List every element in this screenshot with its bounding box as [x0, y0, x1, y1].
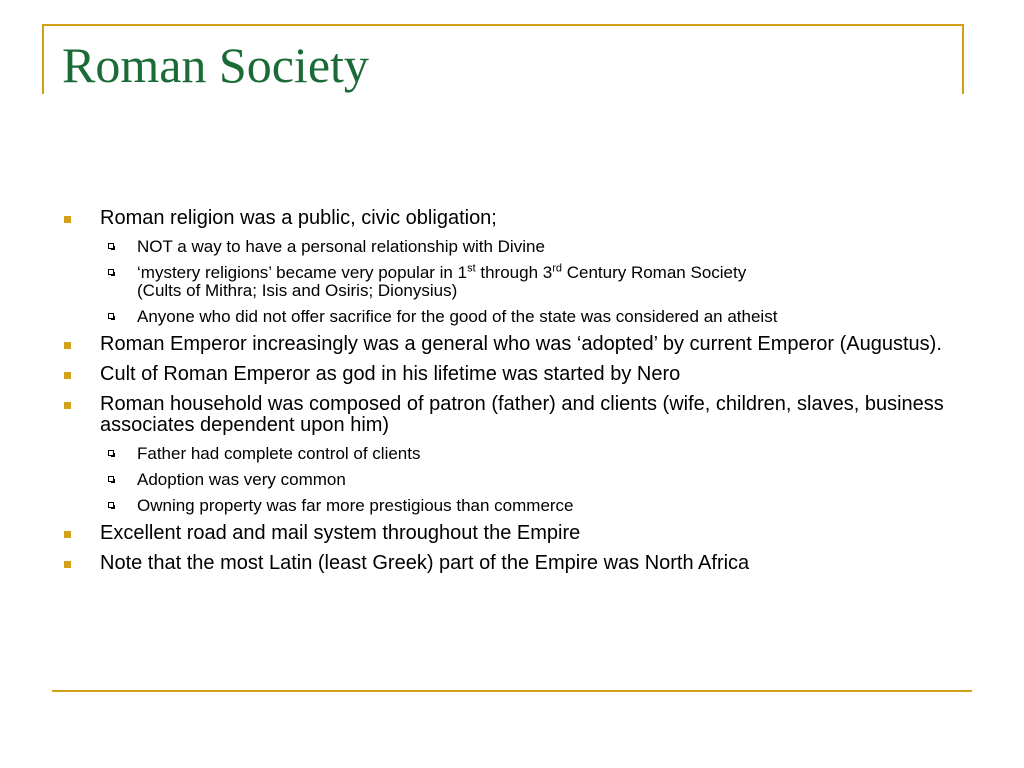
square-bullet-icon	[64, 561, 71, 568]
square-bullet-icon	[64, 342, 71, 349]
bullet-item: Cult of Roman Emperor as god in his lifetime was started by Nero	[62, 364, 962, 385]
checkbox-bullet-icon	[108, 502, 114, 508]
square-bullet-icon	[64, 402, 71, 409]
bullet-item: Note that the most Latin (least Greek) part of the Empire was North Africa	[62, 553, 962, 574]
checkbox-bullet-icon	[108, 269, 114, 275]
square-bullet-icon	[64, 531, 71, 538]
slide-title: Roman Society	[62, 37, 369, 93]
bullet-list	[62, 208, 962, 583]
left-frame-line	[42, 24, 44, 94]
square-bullet-icon	[64, 372, 71, 379]
bullet-item: Roman Emperor increasingly was a general who was ‘adopted’ by current Emperor (Augustus).	[62, 334, 962, 355]
bullet-item: Excellent road and mail system throughout the Empire	[62, 523, 962, 544]
sub-bullet-item: ‘mystery religions’ became very popular in 1st through 3rd Century Roman Society (Cults of Mithra; Isis and Osiris; Dionysius)	[62, 264, 962, 300]
sub-bullet-item: Father had complete control of clients	[62, 445, 962, 463]
square-bullet-icon	[64, 216, 71, 223]
bullet-item: Roman religion was a public, civic obligation;	[62, 208, 962, 229]
sub-bullet-item: NOT a way to have a personal relationship with Divine	[62, 238, 962, 256]
bottom-frame-line	[52, 690, 972, 692]
bullet-item: Roman household was composed of patron (father) and clients (wife, children, slaves, business associates dependent upon him)	[62, 394, 962, 436]
checkbox-bullet-icon	[108, 243, 114, 249]
sub-bullet-item: Anyone who did not offer sacrifice for the good of the state was considered an atheist	[62, 308, 962, 326]
checkbox-bullet-icon	[108, 313, 114, 319]
checkbox-bullet-icon	[108, 476, 114, 482]
sub-bullet-item: Owning property was far more prestigious than commerce	[62, 497, 962, 515]
right-frame-line	[962, 24, 964, 94]
top-frame-line	[42, 24, 964, 26]
checkbox-bullet-icon	[108, 450, 114, 456]
sub-bullet-item: Adoption was very common	[62, 471, 962, 489]
